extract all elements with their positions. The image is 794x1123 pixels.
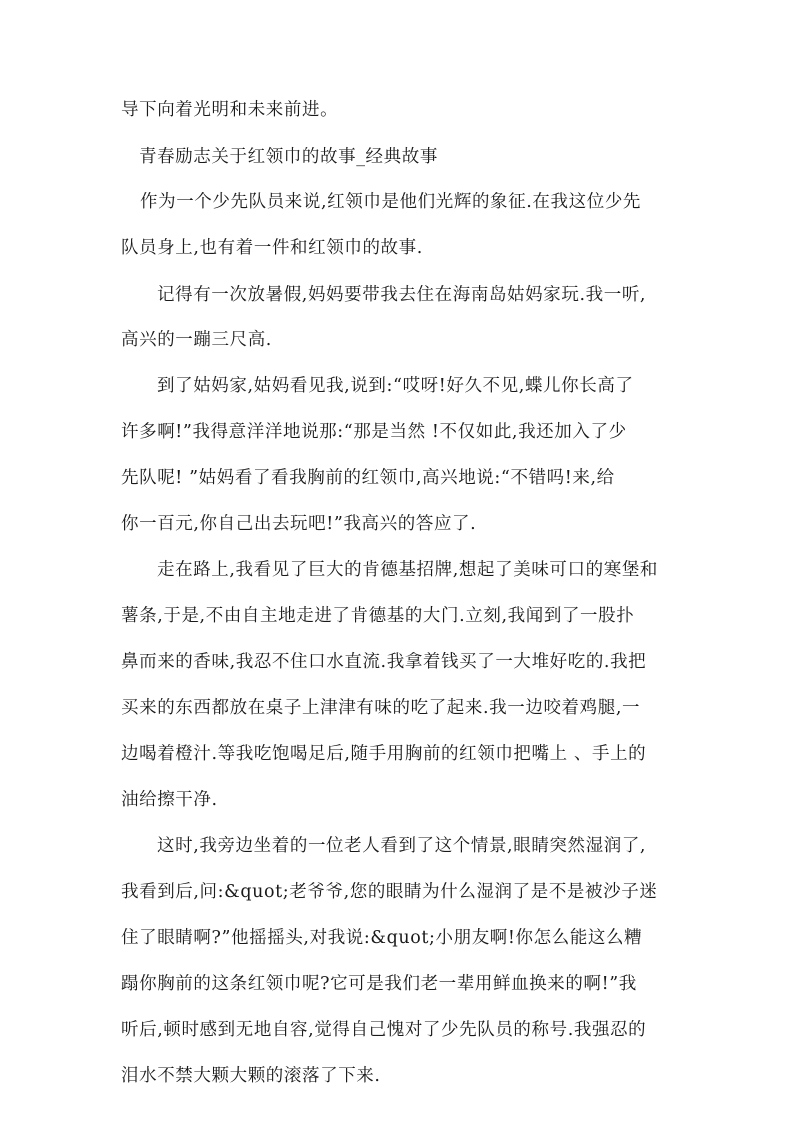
text-line: 鼻而来的香味,我忍不住口水直流.我拿着钱买了一大堆好吃的.我把	[121, 652, 647, 672]
text-line: 记得有一次放暑假,妈妈要带我去住在海南岛姑妈家玩.我一听,	[157, 285, 647, 305]
text-line: 你一百元,你自己出去玩吧!”我高兴的答应了.	[121, 514, 477, 534]
text-line: 听后,顿时感到无地自容,觉得自己愧对了少先队员的称号.我强忍的	[121, 1020, 647, 1040]
text-line: 作为一个少先队员来说,红领巾是他们光辉的象征.在我这位少先	[140, 192, 642, 212]
text-line: 高兴的一蹦三尺高.	[121, 330, 272, 350]
text-line: 买来的东西都放在桌子上津津有味的吃了起来.我一边咬着鸡腿,一	[121, 698, 641, 718]
text-line: 许多啊!”我得意洋洋地说那:“那是当然 !不仅如此,我还加入了少	[121, 422, 627, 442]
text-line: 走在路上,我看见了巨大的肯德基招牌,想起了美味可口的寒堡和	[157, 560, 659, 580]
text-line: 泪水不禁大颗大颗的滚落了下来.	[121, 1066, 381, 1086]
article-title: 青春励志关于红领巾的故事_经典故事	[139, 147, 438, 167]
text-line: 这时,我旁边坐着的一位老人看到了这个情景,眼睛突然湿润了,	[157, 836, 647, 856]
text-line: 住了眼睛啊?”他摇摇头,对我说:&quot;小朋友啊!你怎么能这么糟	[121, 928, 643, 948]
text-line: 导下向着光明和未来前进。	[121, 100, 339, 120]
text-line: 队员身上,也有着一件和红领巾的故事.	[121, 238, 423, 258]
text-line: 边喝着橙汁.等我吃饱喝足后,随手用胸前的红领巾把嘴上 、手上的	[121, 744, 647, 764]
text-line: 蹋你胸前的这条红领巾呢?它可是我们老一辈用鲜血换来的啊!”我	[121, 974, 637, 994]
text-line: 先队呢! ”姑妈看了看我胸前的红领巾,高兴地说:“不错吗!来,给	[121, 468, 615, 488]
text-line: 油给擦干净.	[121, 790, 218, 810]
text-line: 薯条,于是,不由自主地走进了肯德基的大门.立刻,我闻到了一股扑	[121, 606, 635, 626]
text-line: 我看到后,问:&quot;老爷爷,您的眼睛为什么湿润了是不是被沙子迷	[121, 882, 658, 902]
text-line: 到了姑妈家,姑妈看见我,说到:“哎呀!好久不见,蝶儿你长高了	[157, 376, 634, 396]
